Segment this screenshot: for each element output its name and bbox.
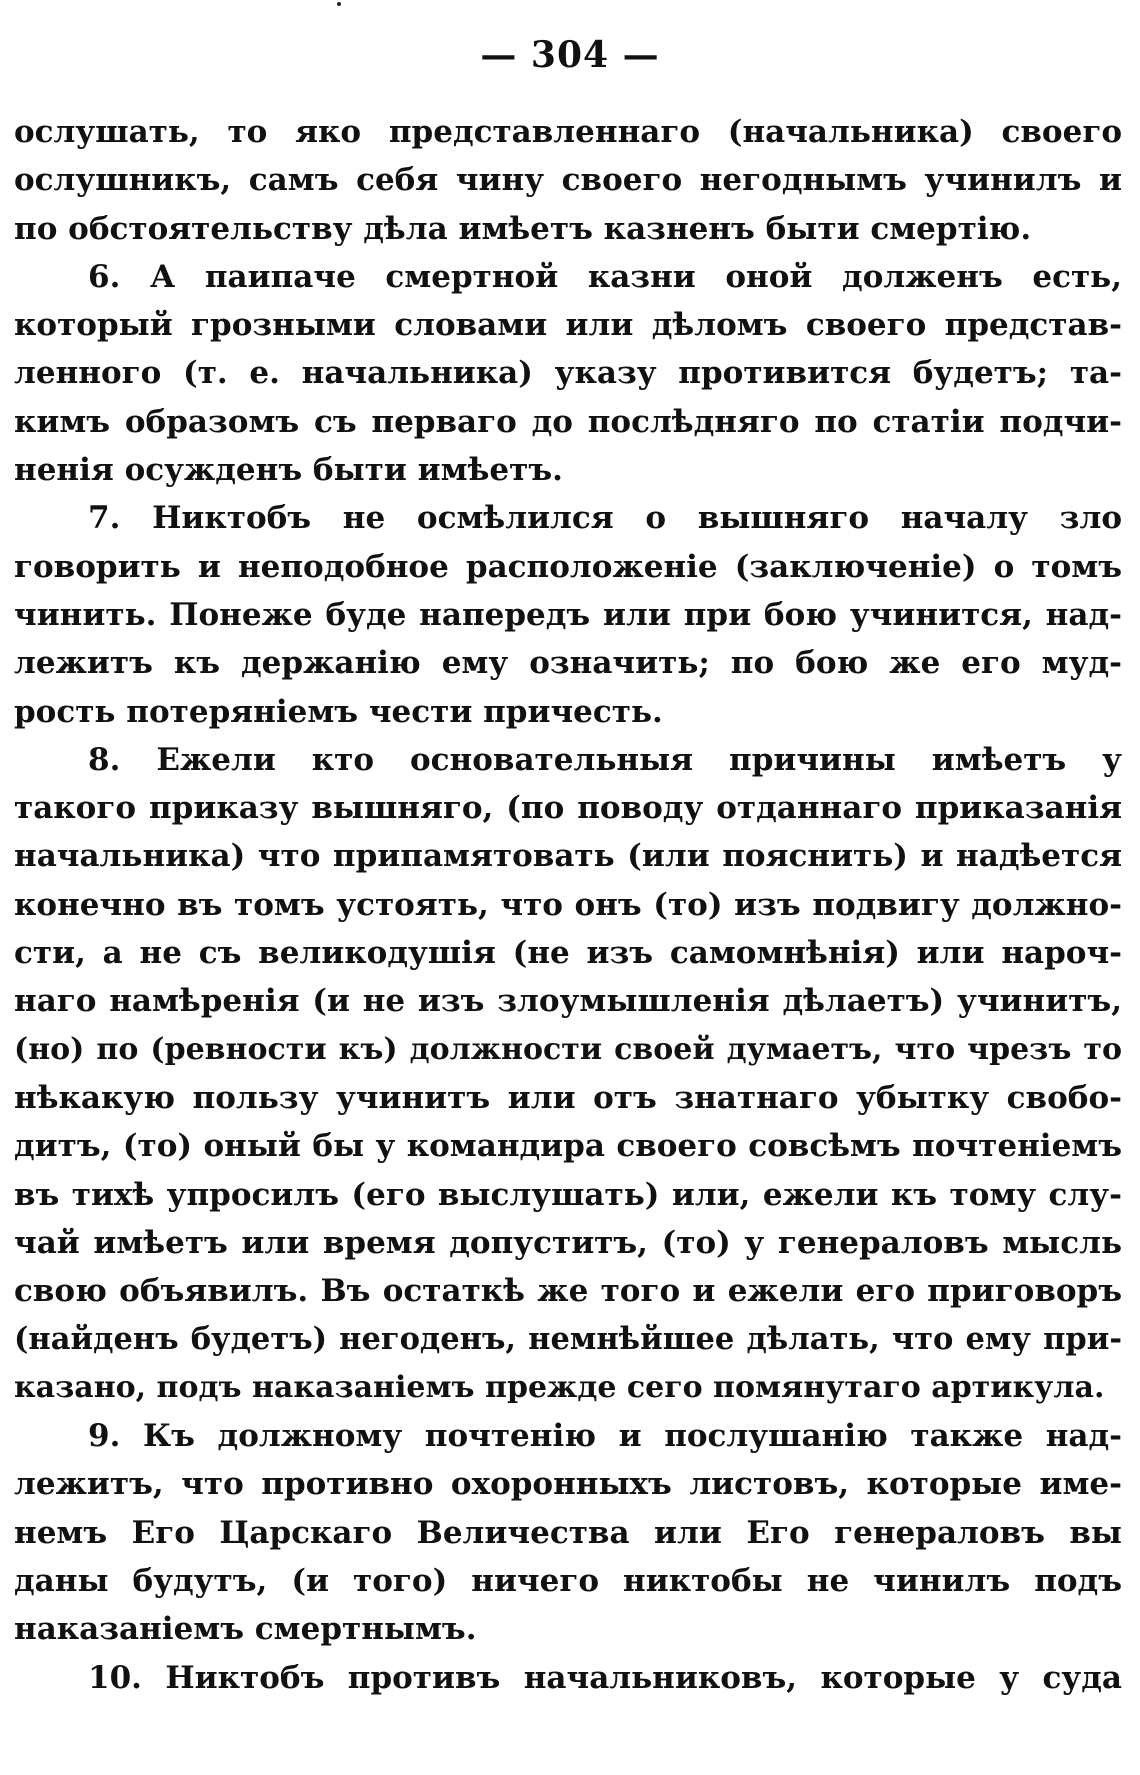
text-line: такого приказу вышняго, (по поводу отданнаго приказанія (14, 790, 1122, 827)
text-line: (но) по (ревности къ) должности своей думаетъ, что чрезъ то (14, 1031, 1122, 1067)
text-line: 10. Никтобъ противъ начальниковъ, которые у суда (88, 1659, 1122, 1696)
text-line: конечно въ томъ устоять, что онъ (то) изъ подвигу должно- (14, 886, 1122, 923)
text-line: чай имѣетъ или время допуститъ, (то) у генераловъ мысль (14, 1224, 1122, 1261)
body-text (14, 108, 1122, 1702)
text-line: (найденъ будетъ) негоденъ, немнѣйшее дѣлать, что ему при- (14, 1321, 1122, 1358)
text-line: сти, а не съ великодушія (не изъ самомнѣнія) или нароч- (14, 935, 1122, 972)
text-line: ослушникъ, самъ себя чину своего негоднымъ учинилъ и (14, 162, 1122, 199)
text-line: свою объявилъ. Въ остаткѣ же того и ежели его приговоръ (14, 1273, 1122, 1310)
text-line: говорить и неподобное расположеніе (заключеніе) о томъ (14, 548, 1122, 585)
text-line: чинить. Понеже буде напередъ или при бою учинится, над- (14, 596, 1122, 633)
text-line: который грозными словами или дѣломъ своего представ- (14, 307, 1122, 344)
text-line: кимъ образомъ съ перваго до послѣдняго по статіи подчи- (14, 403, 1122, 440)
text-line: 7. Никтобъ не осмѣлился о вышняго началу зло (88, 500, 1122, 537)
text-line: ненія осужденъ быти имѣетъ. (14, 452, 563, 489)
text-line: 6. А паипаче смертной казни оной долженъ есть, (88, 258, 1122, 295)
text-line: нѣкакую пользу учинитъ или отъ знатнаго убытку свобо- (14, 1079, 1122, 1116)
text-line: казано, подъ наказаніемъ прежде сего помянутаго артикула. (14, 1369, 1105, 1405)
text-line: рость потеряніемъ чести причесть. (14, 693, 663, 730)
print-speck (337, 2, 341, 6)
text-line: немъ Его Царскаго Величества или Его генераловъ вы (14, 1514, 1122, 1551)
text-line: наказаніемъ смертнымъ. (14, 1611, 477, 1648)
text-line: по обстоятельству дѣла имѣетъ казненъ быти смертію. (14, 210, 1032, 247)
page-number: — 304 — (480, 34, 660, 76)
text-line: въ тихѣ упросилъ (его выслушать) или, ежели къ тому слу- (14, 1176, 1122, 1213)
text-line: дитъ, (то) оный бы у командира своего совсѣмъ почтеніемъ (14, 1128, 1122, 1165)
text-line: 9. Къ должному почтенію и послушанію также над- (88, 1418, 1122, 1455)
text-line: ослушать, то яко представленнаго (начальника) своего (14, 114, 1122, 150)
text-line: лежитъ къ держанію ему означить; по бою же его муд- (14, 645, 1122, 682)
text-line: начальника) что припамятовать (или пояснить) и надѣется (14, 838, 1122, 875)
text-line: наго намѣренія (и не изъ злоумышленія дѣлаетъ) учинитъ, (14, 983, 1122, 1020)
text-line: 8. Ежели кто основательныя причины имѣетъ у (88, 741, 1122, 778)
text-line: лежитъ, что противно охоронныхъ листовъ, которые име- (14, 1466, 1122, 1503)
text-line: даны будутъ, (и того) ничего никтобы не чинилъ подъ (14, 1562, 1122, 1599)
text-line: ленного (т. е. начальника) указу противится будетъ; та- (14, 355, 1122, 392)
